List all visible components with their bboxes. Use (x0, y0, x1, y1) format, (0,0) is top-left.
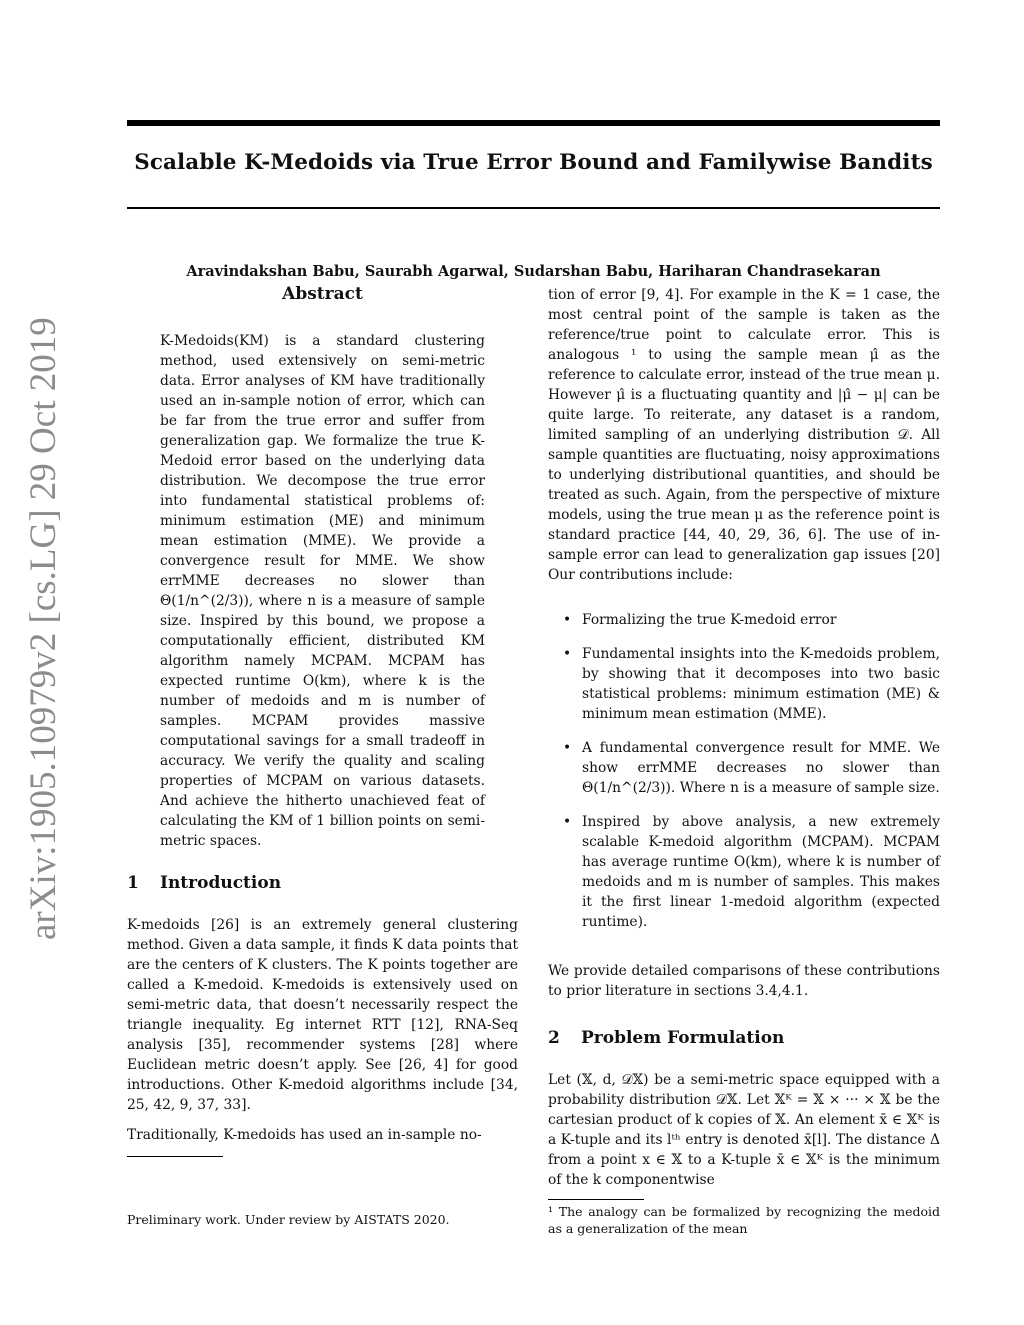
contributions-summary (548, 961, 940, 1001)
arxiv-stamp: arXiv:1905.10979v2 [cs.LG] 29 Oct 2019 (23, 317, 64, 940)
footnote-1: ¹ The analogy can be formalized by recognizing the medoid as a generalization of the mean (548, 1204, 940, 1236)
section-problem-heading (548, 1028, 784, 1048)
contribution-item: • Inspired by above analysis, a new extremely scalable K-medoid algorithm (MCPAM). MCPAM has average runtime O(km), where k is number of medoids and m is number of samples. This makes it the first linear 1-medoid algorithm (expected runtime). (548, 812, 940, 932)
abstract-heading: Abstract (282, 284, 363, 304)
contribution-item: • Fundamental insights into the K-medoids problem, by showing that it decomposes into two basic statistical problems: minimum estimation (ME) & minimum mean estimation (MME). (548, 644, 940, 724)
right-footnote-rule (548, 1199, 644, 1200)
contribution-item: • Formalizing the true K-medoid error (548, 610, 940, 630)
intro-paragraph-3 (548, 285, 940, 585)
intro-text-1: K-medoids [26] is an extremely general clustering method. Given a data sample, it finds K data points that are the centers of K clusters. The K points together are called a K-medoid. K-medoids is extensively used on semi-metric data, that doesn’t necessarily respect the triangle inequality. Eg internet RTT [12], RNA-Seq analysis [35], recommender systems [28] where Euclidean metric doesn’t apply. See [26, 4] for good introductions. Other K-medoid algorithms include [34, 25, 42, 9, 37, 33]. (127, 917, 518, 1113)
section-title: Problem Formulation (581, 1028, 785, 1048)
title-top-rule (127, 120, 940, 126)
section-number: 1 (127, 873, 139, 893)
abstract-text (160, 331, 485, 851)
abstract-paragraph: K-Medoids(KM) is a standard clustering method, used extensively on semi-metric data. Error analyses of KM have traditionally used an in-sample notion of error, which can be far from the true error and suffer from generalization gap. We formalize the true K-Medoid error based on the underlying data distribution. We decompose the true error into fundamental statistical problems of: minimum estimation (ME) and minimum mean estimation (MME). We provide a convergence result for MME. We show errMME decreases no slower than Θ(1/n^(2/3)), where n is a measure of sample size. Inspired by this bound, we propose a computationally efficient, distributed KM algorithm namely MCPAM. MCPAM has expected runtime O(km), where k is the number of medoids and m is number of samples. MCPAM provides massive computational savings for a small tradeoff in accuracy. We verify the quality and scaling properties of MCPAM on various datasets. And achieve the hitherto unachieved feat of calculating the KM of 1 billion points on semi-metric spaces. (160, 333, 485, 849)
title-bottom-rule (127, 207, 940, 209)
intro-text-2: Traditionally, K-medoids has used an in-sample no- (127, 1127, 482, 1143)
contribution-item: • A fundamental convergence result for MME. We show errMME decreases no slower than Θ(1/n^(2/3)). Where n is a measure of sample size. (548, 738, 940, 798)
preliminary-note: Preliminary work. Under review by AISTATS 2020. (127, 1212, 450, 1227)
intro-paragraph-2 (127, 1125, 518, 1145)
intro-text-3: tion of error [9, 4]. For example in the K = 1 case, the most central point of the sample is taken as the reference/true point to calculate error. This is analogous ¹ to using the sample mean μ̂ as the reference to calculate error, instead of the true mean μ. However μ̂ is a fluctuating quantity and |μ̂ − μ| can be quite large. To reiterate, any dataset is a random, limited sampling of an underlying distribution 𝒟. All sample quantities are fluctuating, noisy approximations to underlying distributional quantities, and should be treated as such. Again, from the perspective of mixture models, using the true mean μ as the reference point is standard practice [44, 40, 29, 36, 6]. The use of in-sample error can lead to generalization gap issues [20] Our contributions include: (548, 287, 940, 583)
intro-paragraph-1 (127, 915, 518, 1115)
author-list: Aravindakshan Babu, Saurabh Agarwal, Sudarshan Babu, Hariharan Chandrasekaran (186, 263, 881, 280)
section-number: 2 (548, 1028, 560, 1048)
problem-paragraph-1 (548, 1070, 940, 1190)
paper-title: Scalable K-Medoids via True Error Bound and Familywise Bandits (134, 150, 933, 175)
section-introduction-heading (127, 873, 281, 893)
problem-text-1: Let (𝕏, d, 𝒟𝕏) be a semi-metric space equipped with a probability distribution 𝒟𝕏. Let 𝕏ᴷ = 𝕏 × ··· × 𝕏 be the cartesian product of k copies of 𝕏. An element x̄ ∈ 𝕏ᴷ is a K-tuple and its lᵗʰ entry is denoted x̄[l]. The distance Δ from a point x ∈ 𝕏 to a K-tuple x̄ ∈ 𝕏ᴷ is the minimum of the k componentwise (548, 1072, 940, 1188)
contribution-list (548, 610, 940, 946)
left-footnote-rule (127, 1156, 223, 1157)
section-title: Introduction (160, 873, 282, 893)
contributions-summary-text: We provide detailed comparisons of these contributions to prior literature in sections 3.4,4.1. (548, 963, 940, 999)
